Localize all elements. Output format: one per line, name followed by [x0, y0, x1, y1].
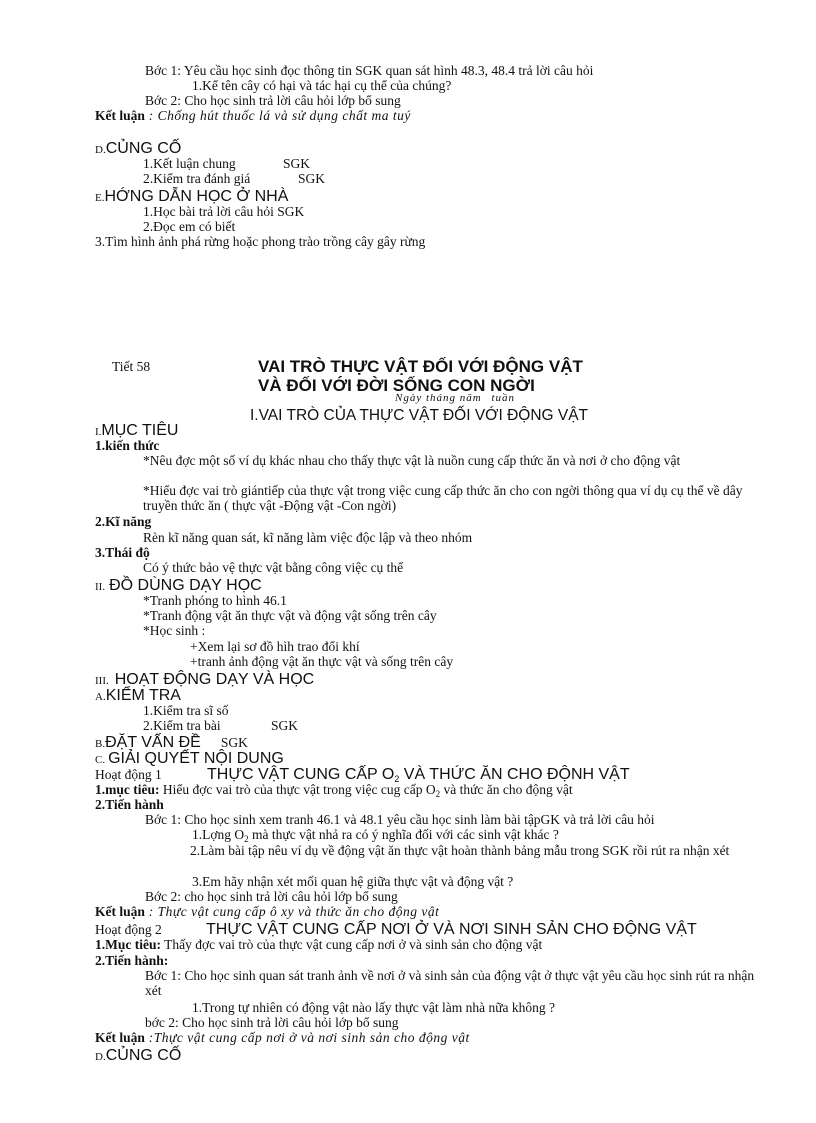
activity-1-goal-a: Hiểu đợc vai trò của thực vật trong việc cug cấp O: [159, 782, 436, 797]
activity-2-conclusion-text: :Thực vật cung cấp nơi ở và nơi sinh sản cho động vật: [144, 1030, 470, 1045]
activity-2-step-2: bớc 2: Cho học sinh trả lời câu hỏi lớp bổ sung: [145, 1015, 399, 1030]
activity-1-label: Hoạt động 1: [95, 767, 162, 782]
homework-item-2: 2.Đọc em có biết: [143, 219, 236, 234]
activity-1-goal-label: 1.mục tiêu:: [95, 782, 160, 797]
section-title: I.VAI TRÒ CỦA THỰC VẬT ĐỐI VỚI ĐỘNG VẬT: [250, 407, 589, 424]
check-item-1: 1.Kiểm tra sĩ số: [143, 703, 229, 718]
activity-1-question-2: 2.Làm bài tập nêu ví dụ về động vật ăn thực vật hoàn thành bảng mẫu trong SGK rồi rút ra nhận xét: [190, 843, 730, 858]
section-d2-title: CỦNG CỐ: [105, 1047, 182, 1064]
week-text: tuần: [491, 392, 516, 404]
section-i-title: MỤC TIÊU: [101, 422, 179, 439]
materials-item-2: *Tranh động vật ăn thực vật và động vật sống trên cây: [143, 608, 437, 623]
activity-2-question-1: 1.Trong tự nhiên có động vật nào lấy thực vật làm nhà nữa không ?: [192, 1000, 556, 1015]
activity-1-title-a: THỰC VẬT CUNG CẤP O: [207, 766, 395, 783]
lesson-number: Tiết 58: [112, 359, 151, 374]
section-iii-title: HOẠT ĐỘNG DẠY VÀ HỌC: [114, 671, 315, 688]
homework-item-1: 1.Học bài trả lời câu hỏi SGK: [143, 204, 305, 219]
review-item-1: [143, 156, 311, 171]
lesson-title-line-2: VÀ ĐỐI VỚI ĐỜI SỐNG CON NGỜI: [258, 376, 535, 395]
activity-1-goal-b: và thức ăn cho động vật: [440, 782, 573, 797]
activity-2-title: THỰC VẬT CUNG CẤP NƠI Ở VÀ NƠI SINH SẢN CHO ĐỘNG VẬT: [206, 921, 697, 938]
activity-1-step-2: Bớc 2: cho học sinh trả lời câu hỏi lớp bổ sung: [145, 889, 398, 904]
knowledge-item-1: *Nêu đợc một số ví dụ khác nhau cho thấy thực vật là nuồn cung cấp thức ăn và nơi ở cho động vật: [143, 453, 681, 468]
activity-2-heading: [95, 921, 697, 938]
conclusion-line: [95, 108, 411, 123]
knowledge-heading: 1.kiến thức: [95, 438, 160, 453]
section-d-letter: D.: [95, 144, 106, 156]
check-item-2-ref: SGK: [271, 718, 299, 733]
activity-2-goal-text: Thấy đợc vai trò của thực vật cung cấp nơi ở và sinh sản cho động vật: [160, 937, 543, 952]
review-item-2-text: 2.Kiểm tra đánh giá: [143, 171, 251, 186]
section-e-letter: E.: [95, 192, 105, 204]
section-e-title: HỚNG DẪN HỌC Ở NHÀ: [104, 188, 289, 205]
activity-2-goal: [95, 937, 542, 952]
check-item-2-text: 2.Kiểm tra bài: [143, 718, 221, 733]
activity-1-heading: [95, 766, 630, 784]
activity-2-steps-heading: 2.Tiến hành:: [95, 953, 169, 968]
materials-item-4: +Xem lại sơ đồ hìh trao đổi khí: [190, 639, 360, 654]
activity-1-steps-heading: 2.Tiến hành: [95, 797, 164, 812]
attitude-heading: 3.Thái độ: [95, 545, 150, 560]
activity-1-title-b: VÀ THỨC ĂN CHO ĐỘNH VẬT: [399, 766, 630, 783]
section-c-letter: C.: [95, 754, 106, 766]
materials-item-3: *Học sinh :: [143, 623, 206, 638]
attitude-item: Có ý thức bảo vệ thực vật bằng công việc cụ thể: [143, 560, 404, 575]
activity-1-step-1: Bớc 1: Cho học sinh xem tranh 46.1 và 48.1 yêu cầu học sinh làm bài tậpGK và trả lời câu hỏi: [145, 812, 655, 827]
date-text: Ngày tháng năm: [395, 392, 486, 404]
activity-2-conclusion: [95, 1030, 470, 1045]
step-2-line: Bớc 2: Cho học sinh trả lời câu hỏi lớp bổ sung: [145, 93, 401, 108]
skills-heading: 2.Kĩ năng: [95, 514, 152, 529]
section-d2-letter: D.: [95, 1051, 106, 1063]
skills-item: Rèn kĩ năng quan sát, kĩ năng làm việc độc lập và theo nhóm: [143, 530, 473, 545]
activity-1-title-sub: 2: [394, 774, 400, 784]
section-b-ref: SGK: [220, 735, 248, 750]
activity-1-question-1-sub: 2: [244, 834, 249, 844]
date-line: [395, 391, 515, 406]
section-ii-title: ĐỒ DÙNG DẠY HỌC: [109, 577, 262, 594]
activity-1-question-3: 3.Em hãy nhận xét mối quan hệ giữa thực vật và động vật ?: [192, 874, 514, 889]
section-d-title: CỦNG CỐ: [105, 140, 182, 157]
section-a-title: KIỂM TRA: [105, 687, 181, 704]
review-item-1-ref: SGK: [283, 156, 311, 171]
activity-2-goal-label: 1.Mục tiêu:: [95, 937, 161, 952]
section-i-letter: I.: [95, 426, 102, 438]
activity-1-question-1-b: mà thực vật nhả ra có ý nghĩa đối với các sinh vật khác ?: [248, 827, 559, 842]
activity-1-conclusion-label: Kết luận: [95, 904, 145, 919]
homework-item-3: 3.Tìm hình ảnh phá rừng hoặc phong trào trồng cây gây rừng: [95, 234, 426, 249]
review-item-1-text: 1.Kết luận chung: [143, 156, 236, 171]
section-ii-letter: II.: [95, 581, 106, 593]
section-iii-letter: III.: [95, 675, 109, 687]
activity-2-conclusion-label: Kết luận: [95, 1030, 145, 1045]
lesson-title-line-1: VAI TRÒ THỰC VẬT ĐỐI VỚI ĐỘNG VẬT: [258, 357, 583, 376]
activity-2-label: Hoạt động 2: [95, 922, 162, 937]
conclusion-label: Kết luận: [95, 108, 145, 123]
materials-item-5: +tranh ảnh động vật ăn thực vật và sống trên cây: [190, 654, 454, 669]
question-line: 1.Kể tên cây có hại và tác hại cụ thể của chúng?: [192, 78, 452, 93]
activity-1-goal: [95, 782, 573, 802]
activity-1-conclusion: [95, 904, 439, 919]
review-item-2-ref: SGK: [298, 171, 326, 186]
conclusion-text: : Chống hút thuốc lá và sử dụng chất ma tuý: [144, 108, 411, 123]
section-c-title: GIẢI QUYẾT NỘI DUNG: [108, 750, 284, 767]
activity-1-goal-sub: 2: [435, 789, 441, 799]
section-b-letter: B.: [95, 738, 106, 750]
knowledge-item-2: *Hiểu đợc vai trò giántiếp của thực vật trong việc cung cấp thức ăn cho con ngời thông qua ví dụ cụ thể về dây truyền thức ăn ( thực vật -Động vật -Con ngời): [143, 483, 743, 513]
step-1-line: Bớc 1: Yêu cầu học sinh đọc thông tin SGK quan sát hình 48.3, 48.4 trả lời câu hỏi: [145, 63, 594, 78]
section-a-letter: A.: [95, 691, 106, 703]
review-item-2: [143, 171, 326, 186]
activity-1-question-1-a: 1.Lợng O: [192, 827, 245, 842]
section-b-title: ĐẶT VẤN ĐỀ: [105, 734, 201, 751]
activity-1-conclusion-text: : Thực vật cung cấp ô xy và thức ăn cho động vật: [144, 904, 440, 919]
activity-2-step-1: Bớc 1: Cho học sinh quan sát tranh ảnh về nơi ở và sinh sản của động vật ở thực vật yêu cầu học sinh rút ra nhận xét: [145, 968, 755, 998]
section-d2-heading: [95, 1048, 181, 1065]
materials-item-1: *Tranh phóng to hình 46.1: [143, 593, 287, 608]
check-item-2: [143, 718, 299, 733]
